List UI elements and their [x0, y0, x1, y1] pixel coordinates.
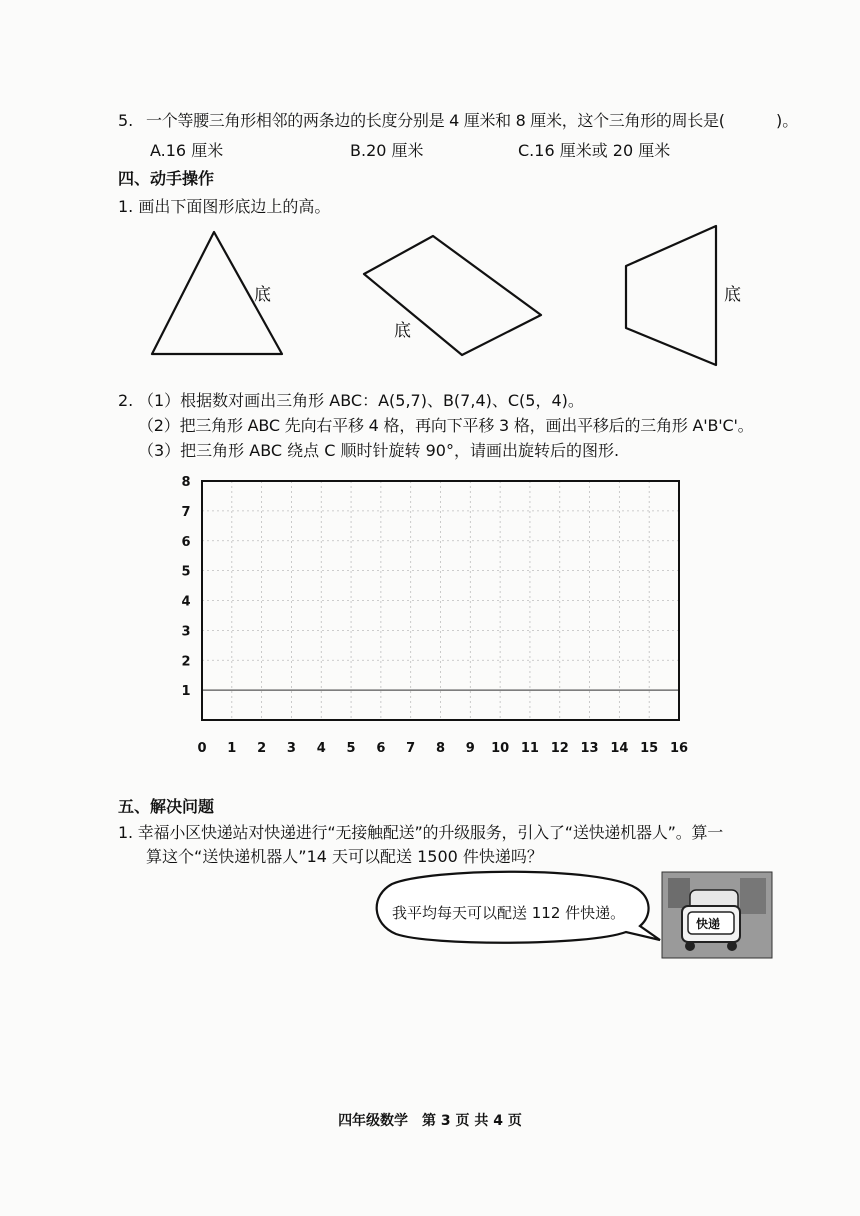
- x-tick-label: 5: [346, 741, 356, 756]
- section4-q1: 1. 画出下面图形底边上的高。: [118, 197, 331, 216]
- q5-text: 一个等腰三角形相邻的两条边的长度分别是 4 厘米和 8 厘米，这个三角形的周长是(: [146, 111, 725, 130]
- x-tick-label: 12: [550, 741, 569, 756]
- q5-number: 5.: [118, 111, 134, 130]
- x-tick-label: 2: [257, 741, 267, 756]
- section4-q2-number: 2.: [118, 391, 134, 410]
- section5-q1-line2: 算这个“送快递机器人”14 天可以配送 1500 件快递吗？: [146, 847, 543, 866]
- x-tick-label: 8: [435, 741, 446, 756]
- page-footer: 四年级数学 第 3 页 共 4 页: [338, 1113, 522, 1129]
- x-tick-label: 1: [227, 741, 237, 756]
- q5-blank-end: )。: [776, 111, 799, 130]
- y-tick-label: 7: [181, 504, 191, 520]
- section4-q2-part1: （1）根据数对画出三角形 ABC：A(5,7)、B(7,4)、C(5，4)。: [138, 391, 584, 410]
- section5-q1-line1: 1. 幸福小区快递站对快递进行“无接触配送”的升级服务，引入了“送快递机器人”。算一: [118, 823, 724, 842]
- y-tick-label: 3: [181, 624, 191, 640]
- section4-title: 四、动手操作: [118, 169, 215, 188]
- x-tick-label: 16: [669, 741, 689, 756]
- x-tick-label: 14: [610, 741, 629, 756]
- x-tick-label: 15: [640, 741, 659, 756]
- x-tick-label: 3: [286, 741, 296, 756]
- x-tick-label: 10: [491, 741, 510, 756]
- x-tick-label: 13: [580, 741, 599, 756]
- x-tick-label: 7: [406, 741, 416, 756]
- section5-title: 五、解决问题: [118, 797, 215, 816]
- section4-q2-part3: （3）把三角形 ABC 绕点 C 顺时针旋转 90°，请画出旋转后的图形.: [138, 441, 620, 460]
- x-tick-label: 9: [465, 741, 475, 756]
- parallelogram-base-label: 底: [394, 321, 411, 341]
- x-tick-label: 4: [316, 741, 326, 756]
- y-tick-label: 5: [181, 564, 191, 580]
- q5-option-b: B.20 厘米: [350, 141, 424, 160]
- y-tick-label: 4: [181, 594, 191, 610]
- y-tick-label: 2: [181, 654, 191, 670]
- speech-bubble-text: 我平均每天可以配送 112 件快递。: [392, 904, 626, 922]
- trapezoid-base-label: 底: [724, 285, 741, 305]
- section4-q2-part2: （2）把三角形 ABC 先向右平移 4 格，再向下平移 3 格，画出平移后的三角形 A'B'C'。: [138, 416, 754, 435]
- q5-option-a: A.16 厘米: [150, 141, 224, 160]
- y-tick-label: 1: [181, 684, 191, 700]
- y-tick-label: 8: [181, 475, 191, 490]
- x-tick-label: 6: [376, 741, 386, 756]
- x-tick-label: 0: [197, 741, 207, 756]
- triangle-base-label: 底: [254, 285, 271, 305]
- x-tick-label: 11: [520, 741, 539, 756]
- y-tick-label: 6: [181, 534, 191, 550]
- robot-label: 快递: [696, 917, 721, 931]
- q5-option-c: C.16 厘米或 20 厘米: [518, 141, 671, 160]
